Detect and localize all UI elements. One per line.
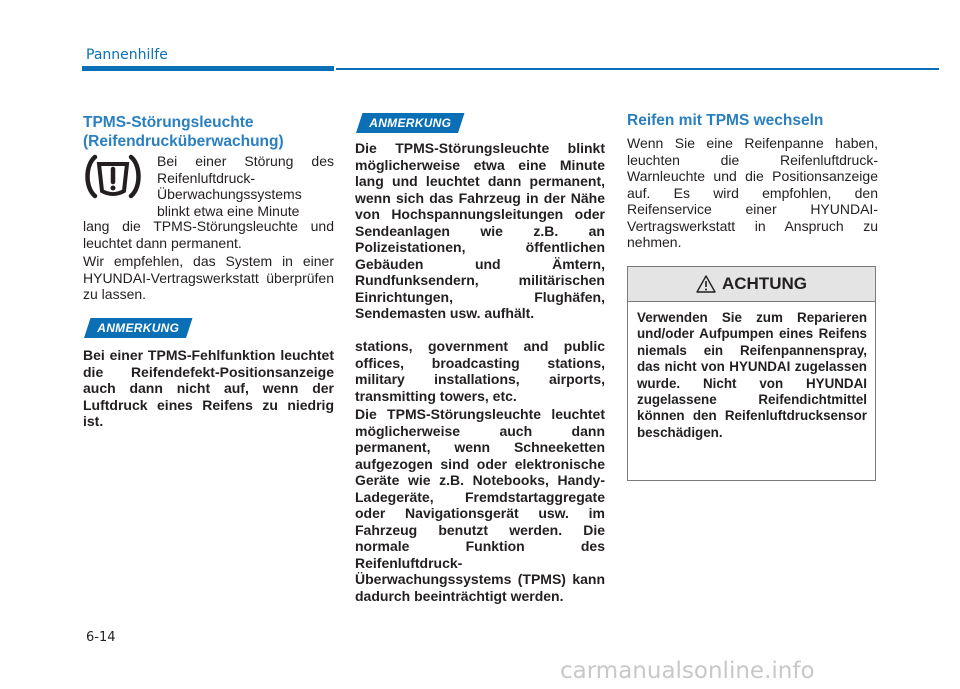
warning-header xyxy=(628,267,875,302)
note-text-1: Bei einer TPMS-Fehlfunktion leuchtet die Reifendefekt-Positionsanzeige auch dann nicht auf, wenn der Luftdruck eines Reifens zu niedrig ist. xyxy=(83,347,334,429)
warning-text: Verwenden Sie zum Reparieren und/oder Aufpumpen eines Reifens niemals ein Reifenpannenspray, das nicht von HYUNDAI zugelassen wurde. Nicht von HYUNDAI zugelassene Reifendichtmittel können den Reifenluftdrucksensor beschädigen. xyxy=(637,310,867,440)
tire-change-text: Wenn Sie eine Reifenpanne haben, leuchten die Reifenluftdruck-Warnleuchte und die Positionsanzeige auf. Es wird empfohlen, den Reifenservice einer HYUNDAI-Vertragswerkstatt in Anspruch zu nehmen. xyxy=(627,135,878,250)
tire-change-title: Reifen mit TPMS wechseln xyxy=(627,112,824,129)
note-badge-label: ANMERKUNG xyxy=(369,116,452,130)
note-badge-label: ANMERKUNG xyxy=(97,321,180,335)
tpms-recommendation: Wir empfehlen, das System in einer HYUNDAI-Vertragswerkstatt überprüfen zu lassen. xyxy=(83,253,334,302)
header-rule-thick xyxy=(82,66,334,71)
note-badge-2 xyxy=(356,113,464,133)
watermark: carmanualsonline.info xyxy=(560,658,815,684)
tpms-section-title: TPMS-Störungsleuchte (Reifendrucküberwachung) xyxy=(83,114,284,150)
tpms-intro-wrapped: Bei einer Störung des Reifenluftdruck-Überwachungssystems blinkt etwa eine Minute xyxy=(157,153,334,219)
note-badge-1 xyxy=(84,318,192,338)
note-text-2-para3: Die TPMS-Störungsleuchte leuchtet möglicherweise auch dann permanent, wenn Schneeketten aufgezogen sind oder elektronische Geräte wie z.B. Notebooks, Handy-Ladegeräte, Fremdstartaggregate oder Navigationsgerät usw. im Fahrzeug benutzt werden. Die normale Funktion des Reifenluftdruck-Überwachungssystems (TPMS) kann dadurch beeinträchtigt werden. xyxy=(355,406,605,604)
note-text-2-para1: Die TPMS-Störungsleuchte blinkt möglicherweise etwa eine Minute lang und leuchtet dann permanent, wenn sich das Fahrzeug in der Nähe von Hochspannungsleitungen oder Sendeanlagen wie z.B. an Polizeistationen, öffentlichen Gebäuden und Ämtern, Rundfunksendern, militärischen Einrichtungen, Flughäfen, Sendemasten usw. aufhält. xyxy=(355,140,605,321)
caution-triangle-icon xyxy=(696,275,716,293)
tpms-warning-icon xyxy=(83,151,143,202)
note-text-2-para2: stations, government and public offices, broadcasting stations, military installations, airports, transmitting towers, etc. xyxy=(355,338,605,404)
tpms-intro-continued: lang die TPMS-Störungsleuchte und leuchtet dann permanent. xyxy=(83,218,334,251)
section-header-label: Pannenhilfe xyxy=(86,47,168,63)
header-rule-thin xyxy=(336,68,939,70)
page-number: 6-14 xyxy=(86,630,116,645)
warning-title: ACHTUNG xyxy=(722,274,807,293)
warning-box xyxy=(627,266,876,481)
